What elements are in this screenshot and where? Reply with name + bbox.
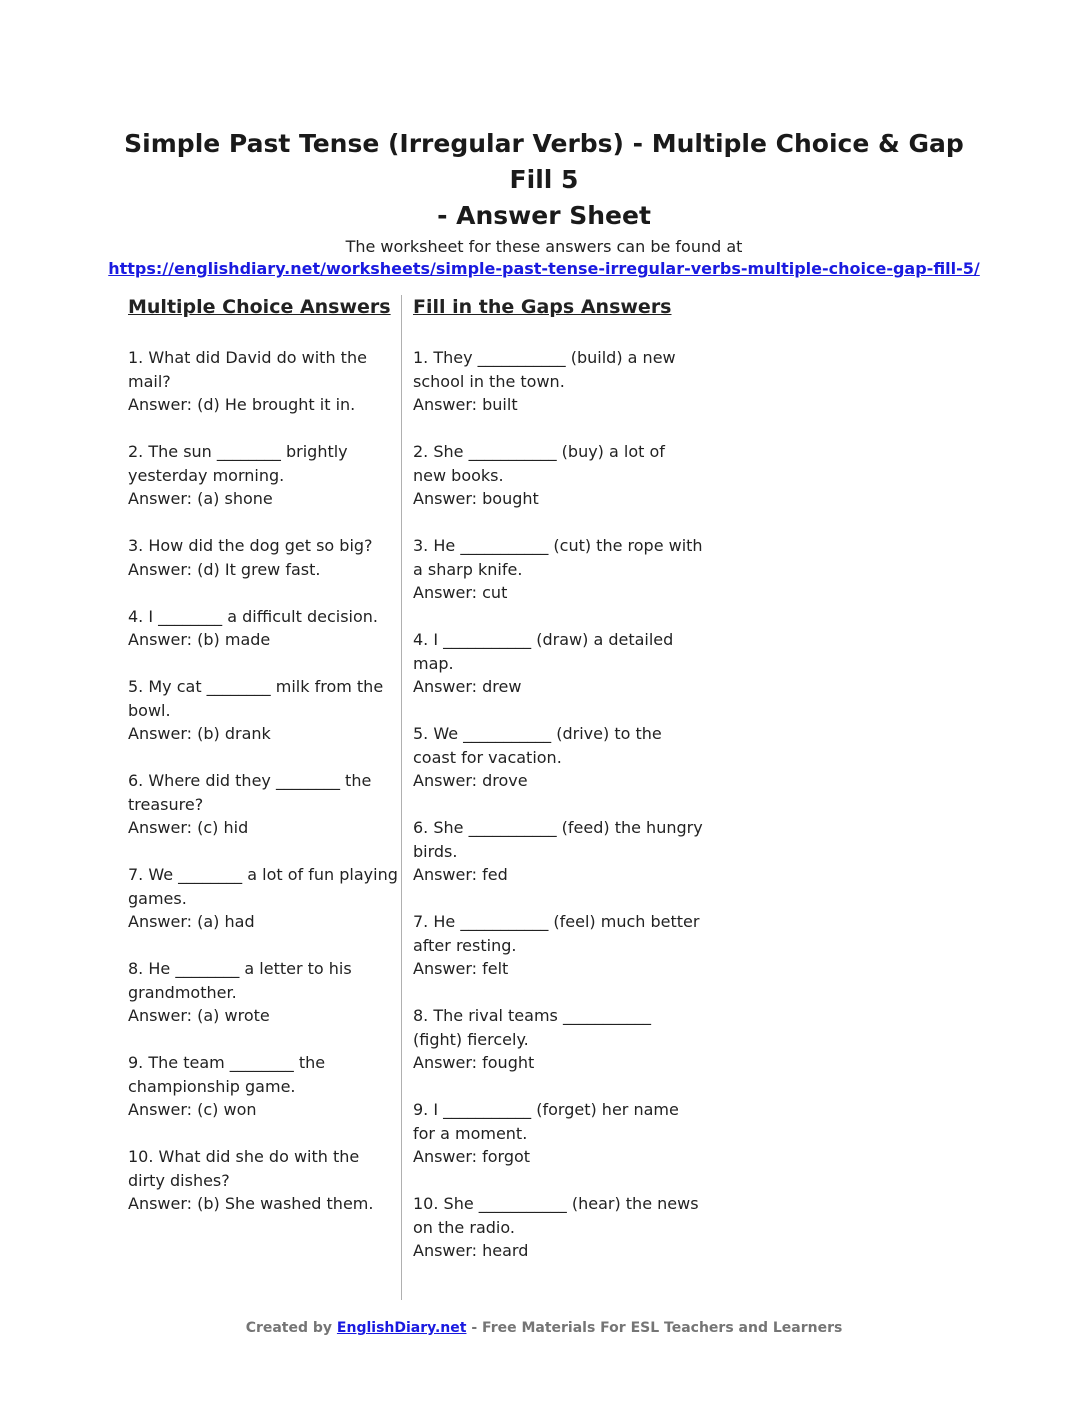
list-item bbox=[413, 722, 703, 793]
question: 8. He ________ a letter to his grandmother. bbox=[128, 959, 352, 1002]
column-divider bbox=[401, 295, 402, 1300]
footer-link[interactable]: EnglishDiary.net bbox=[336, 1320, 467, 1336]
page-footer bbox=[0, 1320, 1088, 1336]
question: 5. My cat ________ milk from the bowl. bbox=[128, 677, 384, 720]
question: 3. How did the dog get so big? bbox=[128, 536, 373, 555]
answer: Answer: (d) He brought it in. bbox=[128, 395, 356, 414]
page-header bbox=[100, 126, 988, 280]
question: 3. He ___________ (cut) the rope with a sharp knife. bbox=[413, 536, 703, 579]
answer: Answer: (b) drank bbox=[128, 724, 271, 743]
list-item bbox=[128, 769, 398, 840]
list-item bbox=[413, 534, 703, 605]
answer: Answer: drew bbox=[413, 677, 522, 696]
question: 10. What did she do with the dirty dishes? bbox=[128, 1147, 360, 1190]
fill-gaps-heading: Fill in the Gaps Answers bbox=[413, 296, 672, 318]
question: 4. I ___________ (draw) a detailed map. bbox=[413, 630, 674, 673]
list-item bbox=[413, 628, 703, 699]
answer: Answer: heard bbox=[413, 1241, 529, 1260]
answer: Answer: fed bbox=[413, 865, 508, 884]
answer: Answer: bought bbox=[413, 489, 539, 508]
answer: Answer: (a) shone bbox=[128, 489, 273, 508]
list-item bbox=[128, 957, 398, 1028]
list-item bbox=[413, 346, 703, 417]
page-title bbox=[100, 126, 988, 234]
answer: Answer: (b) made bbox=[128, 630, 271, 649]
subtitle: The worksheet for these answers can be found at bbox=[345, 237, 743, 256]
question: 10. She ___________ (hear) the news on the radio. bbox=[413, 1194, 699, 1237]
footer-prefix: Created by bbox=[245, 1320, 337, 1336]
question: 1. What did David do with the mail? bbox=[128, 348, 367, 391]
list-item bbox=[413, 1004, 703, 1075]
title-line-2: - Answer Sheet bbox=[437, 201, 651, 230]
question: 7. We ________ a lot of fun playing games. bbox=[128, 865, 398, 908]
answer: Answer: (b) She washed them. bbox=[128, 1194, 374, 1213]
list-item bbox=[128, 440, 398, 511]
multiple-choice-column bbox=[128, 293, 398, 1239]
question: 2. The sun ________ brightly yesterday morning. bbox=[128, 442, 348, 485]
question: 8. The rival teams ___________ (fight) fiercely. bbox=[413, 1006, 651, 1049]
answer: Answer: forgot bbox=[413, 1147, 531, 1166]
list-item bbox=[413, 1192, 703, 1263]
multiple-choice-heading: Multiple Choice Answers bbox=[128, 296, 391, 318]
footer-suffix: - Free Materials For ESL Teachers and Learners bbox=[466, 1320, 843, 1336]
question: 2. She ___________ (buy) a lot of new books. bbox=[413, 442, 665, 485]
answer: Answer: (d) It grew fast. bbox=[128, 559, 321, 579]
list-item bbox=[128, 1145, 398, 1216]
answer: Answer: (a) wrote bbox=[128, 1006, 270, 1025]
answer: Answer: built bbox=[413, 395, 518, 414]
answer: Answer: (c) hid bbox=[128, 818, 249, 837]
list-item bbox=[128, 863, 398, 934]
list-item bbox=[413, 910, 703, 981]
answer: Answer: drove bbox=[413, 771, 528, 790]
answer: Answer: (c) won bbox=[128, 1100, 257, 1119]
answer: Answer: (a) had bbox=[128, 912, 255, 931]
list-item bbox=[413, 440, 703, 511]
question: 9. The team ________ the championship game. bbox=[128, 1053, 326, 1096]
question: 7. He ___________ (feel) much better after resting. bbox=[413, 912, 700, 955]
list-item bbox=[413, 816, 703, 887]
list-item bbox=[413, 1098, 703, 1169]
answer: Answer: felt bbox=[413, 959, 509, 978]
fill-gaps-column bbox=[413, 293, 703, 1286]
list-item bbox=[128, 346, 398, 417]
question: 4. I ________ a difficult decision. bbox=[128, 606, 378, 626]
question: 1. They ___________ (build) a new school in the town. bbox=[413, 348, 676, 391]
answer: Answer: fought bbox=[413, 1053, 535, 1072]
list-item bbox=[128, 1051, 398, 1122]
question: 5. We ___________ (drive) to the coast for vacation. bbox=[413, 724, 662, 767]
list-item bbox=[128, 675, 398, 746]
answer: Answer: cut bbox=[413, 583, 508, 602]
question: 9. I ___________ (forget) her name for a moment. bbox=[413, 1100, 679, 1143]
list-item bbox=[128, 534, 398, 581]
worksheet-link[interactable]: https://englishdiary.net/worksheets/simple-past-tense-irregular-verbs-multiple-choice-gap-fill-5/ bbox=[108, 259, 980, 278]
question: 6. Where did they ________ the treasure? bbox=[128, 771, 372, 814]
title-line-1: Simple Past Tense (Irregular Verbs) - Multiple Choice & Gap Fill 5 bbox=[124, 129, 964, 194]
question: 6. She ___________ (feed) the hungry birds. bbox=[413, 818, 703, 861]
list-item bbox=[128, 605, 398, 652]
